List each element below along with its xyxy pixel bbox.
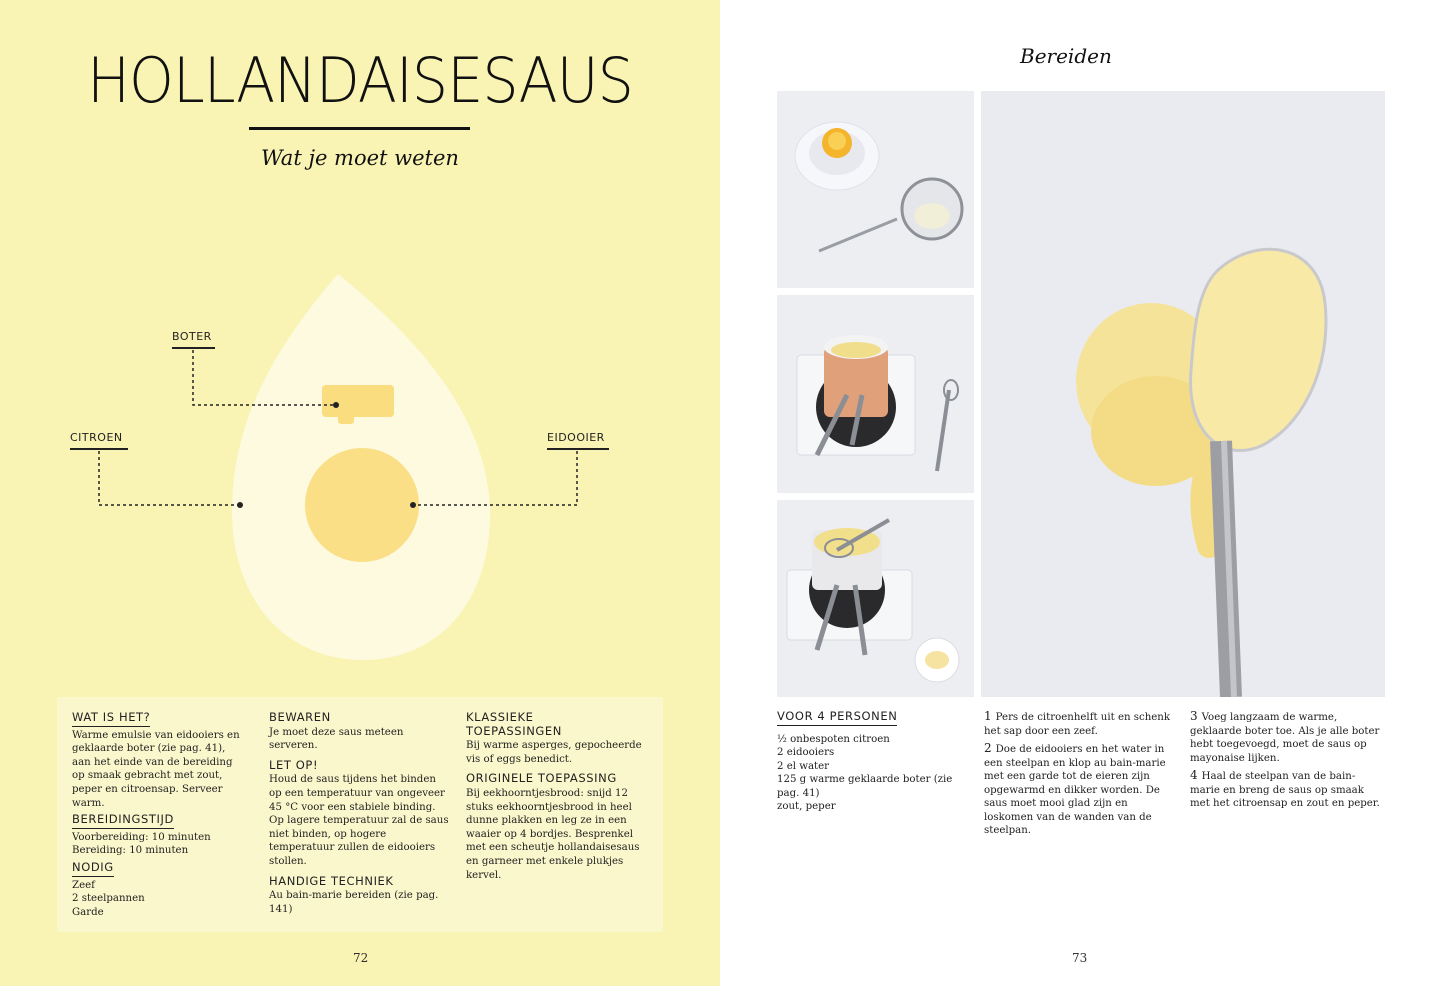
- store-heading: BEWAREN: [269, 710, 331, 724]
- page-number-left: 72: [353, 951, 369, 965]
- servings-heading: VOOR 4 PERSONEN: [777, 710, 897, 726]
- need-item: Garde: [72, 906, 104, 918]
- step-2: [984, 742, 1174, 838]
- leader-dot-butter: [333, 402, 339, 408]
- label-butter-rule: [172, 347, 215, 349]
- time-cook: Bereiding: 10 minuten: [72, 845, 189, 857]
- step-number: 3: [1190, 709, 1198, 723]
- need-heading: NODIG: [72, 861, 114, 877]
- ingredient-item: ½ onbespoten citroen: [777, 733, 890, 745]
- technique-text: Au bain-marie bereiden (zie pag. 141): [269, 890, 439, 915]
- time-heading: BEREIDINGSTIJD: [72, 813, 174, 829]
- warning-heading: LET OP!: [269, 757, 319, 772]
- need-item: Zeef: [72, 879, 95, 891]
- what-heading: WAT IS HET?: [72, 711, 150, 727]
- original-text: Bij eekhoorntjesbrood: snijd 12 stuks eekhoorntjesbrood in heel dunne plakken en leg ze in een waaier op 4 bordjes. Besprenkel met een scheutje hollandaisesaus en garneer met enkele plukjes kervel.: [466, 787, 640, 881]
- warning-text: Houd de saus tijdens het binden op een temperatuur van ongeveer 45 °C voor een stabiele binding. Op lagere temperatuur zal de saus niet binden, op hogere temperatuur zullen de eidooiers stollen.: [269, 774, 449, 867]
- label-yolk: EIDOOIER: [547, 431, 605, 444]
- label-butter: BOTER: [172, 330, 212, 343]
- page-number-right: 73: [1072, 951, 1088, 965]
- ingredient-item: 125 g warme geklaarde boter (zie pag. 41): [777, 774, 953, 799]
- page-subtitle: Wat je moet weten: [261, 146, 459, 170]
- step-number: 4: [1190, 768, 1198, 782]
- ingredient-diagram: [0, 260, 720, 660]
- original-heading: ORIGINELE TOEPASSING: [466, 771, 617, 786]
- need-item: 2 steelpannen: [72, 893, 145, 905]
- photo-pan-burner: [777, 295, 974, 493]
- photo-lemon-strainer: [777, 91, 974, 288]
- title-underline: [249, 127, 470, 130]
- label-lemon-rule: [70, 448, 128, 450]
- ingredients-column: [777, 710, 967, 814]
- steps-column-2: [1190, 710, 1380, 815]
- photo-sauce-spoon: [981, 91, 1385, 697]
- step-4: [1190, 769, 1380, 811]
- yolk-icon: [305, 448, 419, 562]
- store-text: Je moet deze saus meteen serveren.: [269, 726, 404, 752]
- time-prep: Voorbereiding: 10 minuten: [72, 831, 211, 843]
- step-3: [1190, 710, 1380, 765]
- info-box: [57, 697, 663, 932]
- label-lemon: CITROEN: [70, 431, 123, 444]
- info-column-3: [466, 711, 651, 885]
- classic-text: Bij warme asperges, gepocheerde vis of eggs benedict.: [466, 740, 642, 765]
- steps-column-1: [984, 710, 1174, 842]
- leader-line-lemon: [99, 451, 240, 505]
- info-column-2: [269, 711, 449, 919]
- step-number: 1: [984, 709, 992, 723]
- page-title: HOLLANDAISESAUS: [87, 44, 633, 117]
- right-page: [720, 0, 1440, 986]
- ingredient-item: 2 eidooiers: [777, 747, 835, 758]
- step-1: [984, 710, 1174, 738]
- section-title: Bereiden: [1020, 44, 1112, 68]
- classic-heading: KLASSIEKE TOEPASSINGEN: [466, 710, 562, 738]
- step-text: Voeg langzaam de warme, geklaarde boter toe. Als je alle boter hebt toegevoegd, moet de saus op mayonaise lijken.: [1190, 712, 1380, 764]
- ingredient-item: 2 el water: [777, 760, 830, 772]
- step-text: Pers de citroenhelft uit en schenk het sap door een zeef.: [984, 712, 1171, 737]
- drop-illustration: [0, 260, 720, 660]
- photo-whisking: [777, 500, 974, 697]
- what-text: Warme emulsie van eidooiers en geklaarde boter (zie pag. 41), aan het einde van de bereiding op smaak gebracht met zout, peper en citroensap. Serveer warm.: [72, 729, 240, 809]
- step-text: Haal de steelpan van de bain-marie en breng de saus op smaak met het citroensap en zout en peper.: [1190, 771, 1380, 809]
- info-column-1: [72, 711, 242, 922]
- leader-dot-lemon: [237, 502, 243, 508]
- ingredient-item: zout, peper: [777, 801, 836, 812]
- leader-dot-yolk: [410, 502, 416, 508]
- technique-heading: HANDIGE TECHNIEK: [269, 873, 394, 888]
- step-number: 2: [984, 741, 992, 755]
- step-text: Doe de eidooiers en het water in een steelpan en klop au bain-marie met een garde tot de eieren zijn opgewarmd en dikker worden. De saus moet mooi glad zijn en loskomen van de wanden van de steelpan.: [984, 744, 1166, 836]
- label-yolk-rule: [547, 448, 609, 450]
